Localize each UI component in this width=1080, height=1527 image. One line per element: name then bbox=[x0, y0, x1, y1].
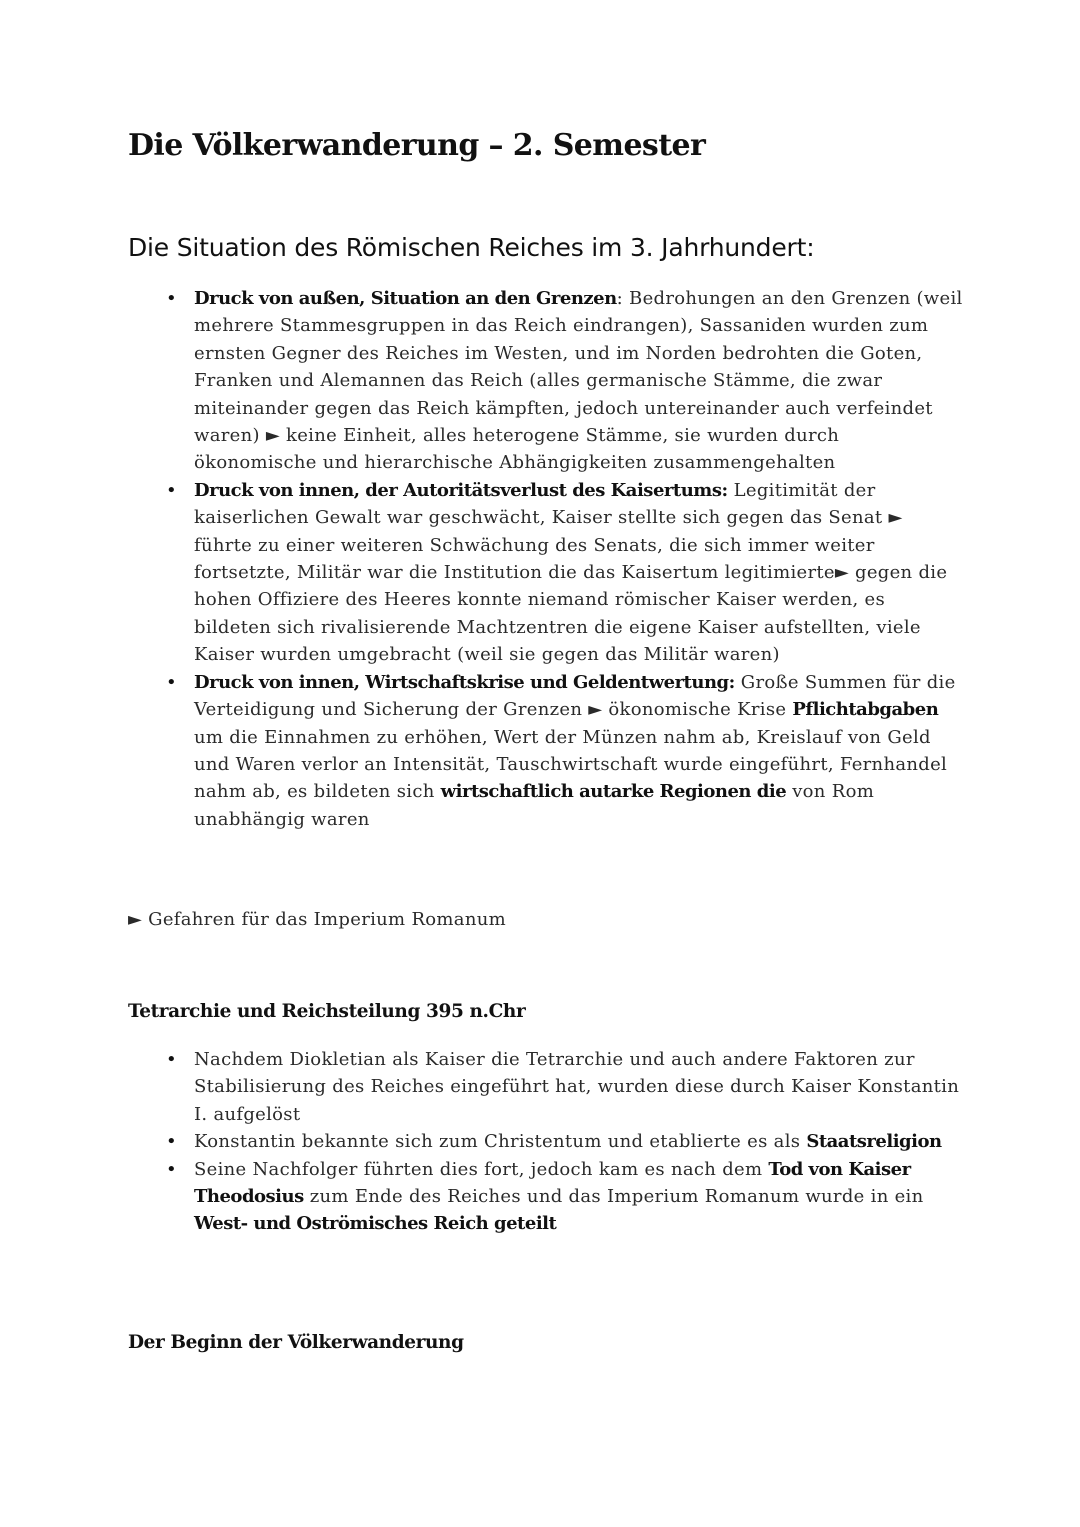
section-heading-situation: Die Situation des Römischen Reiches im 3. Jahrhundert: bbox=[128, 233, 815, 262]
bullet-icon: • bbox=[166, 1049, 177, 1070]
list-item: • Nachdem Diokletian als Kaiser die Tetrarchie und auch andere Faktoren zur Stabilisierung des Reiches eingeführt hat, wurden diese durch Kaiser Konstantin I. aufgelöst bbox=[194, 1046, 964, 1128]
list-item: • Druck von innen, der Autoritätsverlust des Kaisertums: Legitimität der kaiserlichen Gewalt war geschwächt, Kaiser stellte sich gegen das Senat ► führte zu einer weiteren Schwächung des Senats, die sich immer weiter fortsetzte, Militär war die Institution die das Kaisertum legitimierte► gegen die hohen Offiziere des Heeres konnte niemand römischer Kaiser werden, es bildeten sich rivalisierende Machtzentren die eigene Kaiser aufstellten, viele Kaiser wurden umgebracht (weil sie gegen das Militär waren) bbox=[194, 477, 964, 669]
bullet-icon: • bbox=[166, 1131, 177, 1153]
conclusion-line: ► Gefahren für das Imperium Romanum bbox=[128, 909, 506, 930]
bullet-icon: • bbox=[166, 1158, 177, 1180]
bullet-icon: • bbox=[166, 479, 177, 501]
list-item: • Seine Nachfolger führten dies fort, jedoch kam es nach dem Tod von Kaiser Theodosius zum Ende des Reiches und das Imperium Romanum wurde in ein West- und Oströmisches Reich geteilt bbox=[194, 1156, 964, 1238]
section-heading-beginn: Der Beginn der Völkerwanderung bbox=[128, 1332, 464, 1353]
list-item: • Druck von innen, Wirtschaftskrise und Geldentwertung: Große Summen für die Verteidigung und Sicherung der Grenzen ► ökonomische Krise Pflichtabgaben um die Einnahmen zu erhöhen, Wert der Münzen nahm ab, Kreislauf von Geld und Waren verlor an Intensität, Tauschwirtschaft wurde eingeführt, Fernhandel nahm ab, es bildeten sich wirtschaftlich autarke Regionen die von Rom unabhängig waren bbox=[194, 669, 964, 833]
page-title: Die Völkerwanderung – 2. Semester bbox=[128, 128, 706, 163]
bullet-icon: • bbox=[166, 671, 177, 693]
bullet-icon: • bbox=[166, 288, 177, 309]
section-heading-tetrarchie: Tetrarchie und Reichsteilung 395 n.Chr bbox=[128, 1001, 526, 1022]
list-item: • Druck von außen, Situation an den Grenzen: Bedrohungen an den Grenzen (weil mehrere Stammesgruppen in das Reich eindrangen), Sassaniden wurden zum ernsten Gegner des Reiches im Westen, und im Norden bedrohten die Goten, Franken und Alemannen das Reich (alles germanische Stämme, die zwar miteinander gegen das Reich kämpften, jedoch untereinander auch verfeindet waren) ► keine Einheit, alles heterogene Stämme, sie wurden durch ökonomische und hierarchische Abhängigkeiten zusammengehalten bbox=[194, 285, 964, 477]
list-item: • Konstantin bekannte sich zum Christentum und etablierte es als Staatsreligion bbox=[194, 1128, 964, 1155]
tetrarchie-list bbox=[166, 1046, 964, 1238]
situation-list bbox=[166, 285, 964, 833]
